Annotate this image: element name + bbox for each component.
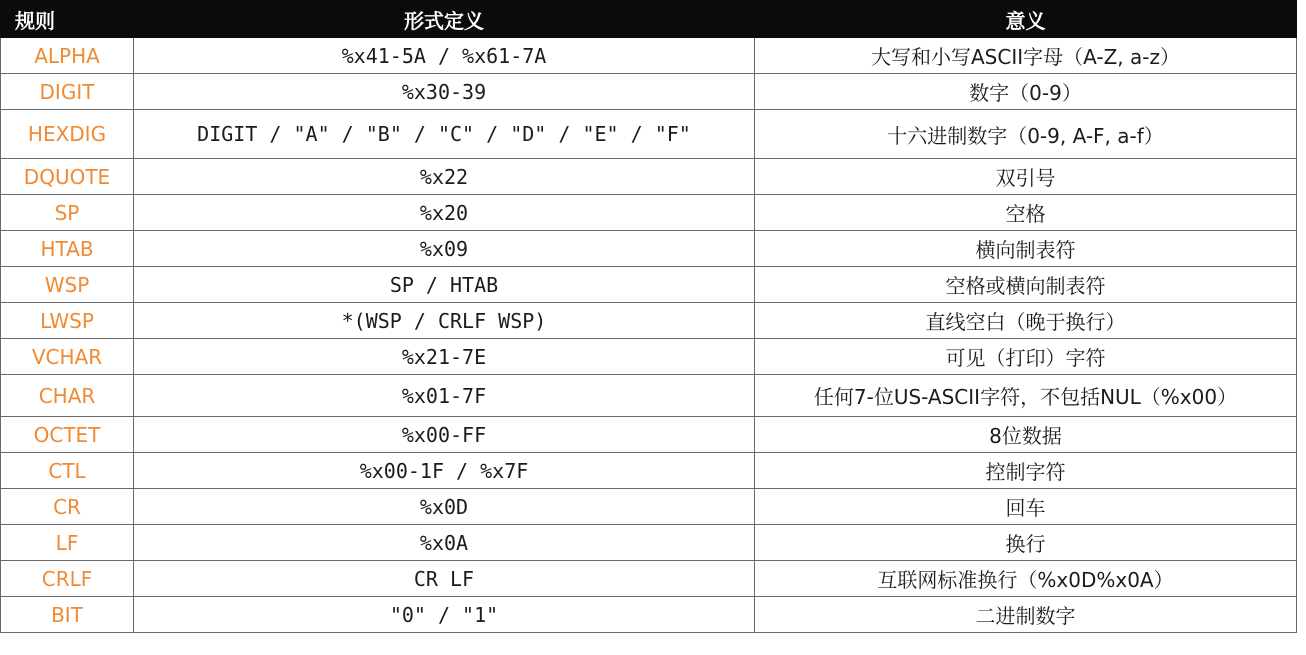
header-rule: 规则 (1, 1, 134, 38)
definition-cell: *(WSP / CRLF WSP) (134, 303, 755, 339)
rule-cell: CR (1, 489, 134, 525)
definition-cell: %x01-7F (134, 375, 755, 417)
meaning-cell: 数字（0-9） (755, 74, 1297, 110)
table-row (1, 74, 1297, 110)
table-body (1, 38, 1297, 633)
table-row (1, 561, 1297, 597)
rule-cell: SP (1, 195, 134, 231)
definition-cell: SP / HTAB (134, 267, 755, 303)
rule-cell: CHAR (1, 375, 134, 417)
rule-cell: CTL (1, 453, 134, 489)
table-row (1, 38, 1297, 74)
rule-cell: WSP (1, 267, 134, 303)
meaning-cell: 任何7-位US-ASCII字符，不包括NUL（%x00） (755, 375, 1297, 417)
table-row (1, 110, 1297, 159)
table-row (1, 303, 1297, 339)
rule-cell: HTAB (1, 231, 134, 267)
definition-cell: %x00-1F / %x7F (134, 453, 755, 489)
definition-cell: "0" / "1" (134, 597, 755, 633)
table-row (1, 267, 1297, 303)
table-row (1, 417, 1297, 453)
header-meaning: 意义 (755, 1, 1297, 38)
rule-cell: ALPHA (1, 38, 134, 74)
meaning-cell: 互联网标准换行（%x0D%x0A） (755, 561, 1297, 597)
header-row (1, 1, 1297, 38)
definition-cell: %x20 (134, 195, 755, 231)
definition-cell: %x09 (134, 231, 755, 267)
rule-cell: HEXDIG (1, 110, 134, 159)
definition-cell: %x0A (134, 525, 755, 561)
meaning-cell: 回车 (755, 489, 1297, 525)
definition-cell: %x30-39 (134, 74, 755, 110)
meaning-cell: 空格 (755, 195, 1297, 231)
table-row (1, 489, 1297, 525)
definition-cell: %x0D (134, 489, 755, 525)
meaning-cell: 8位数据 (755, 417, 1297, 453)
meaning-cell: 控制字符 (755, 453, 1297, 489)
meaning-cell: 直线空白（晚于换行） (755, 303, 1297, 339)
header-definition: 形式定义 (134, 1, 755, 38)
meaning-cell: 换行 (755, 525, 1297, 561)
rule-cell: LWSP (1, 303, 134, 339)
table-header (1, 1, 1297, 38)
table-row (1, 597, 1297, 633)
definition-cell: %x00-FF (134, 417, 755, 453)
table-row (1, 375, 1297, 417)
table-row (1, 231, 1297, 267)
meaning-cell: 二进制数字 (755, 597, 1297, 633)
definition-cell: CR LF (134, 561, 755, 597)
definition-cell: DIGIT / "A" / "B" / "C" / "D" / "E" / "F" (134, 110, 755, 159)
meaning-cell: 空格或横向制表符 (755, 267, 1297, 303)
definition-cell: %x21-7E (134, 339, 755, 375)
table-row (1, 525, 1297, 561)
meaning-cell: 十六进制数字（0-9, A-F, a-f） (755, 110, 1297, 159)
rule-cell: OCTET (1, 417, 134, 453)
definition-cell: %x41-5A / %x61-7A (134, 38, 755, 74)
rule-cell: DQUOTE (1, 159, 134, 195)
meaning-cell: 可见（打印）字符 (755, 339, 1297, 375)
table-row (1, 195, 1297, 231)
rule-cell: DIGIT (1, 74, 134, 110)
rule-cell: BIT (1, 597, 134, 633)
rule-cell: CRLF (1, 561, 134, 597)
table-row (1, 453, 1297, 489)
rule-cell: VCHAR (1, 339, 134, 375)
table-row (1, 159, 1297, 195)
meaning-cell: 双引号 (755, 159, 1297, 195)
meaning-cell: 大写和小写ASCII字母（A-Z, a-z） (755, 38, 1297, 74)
table-row (1, 339, 1297, 375)
definition-cell: %x22 (134, 159, 755, 195)
rule-cell: LF (1, 525, 134, 561)
meaning-cell: 横向制表符 (755, 231, 1297, 267)
